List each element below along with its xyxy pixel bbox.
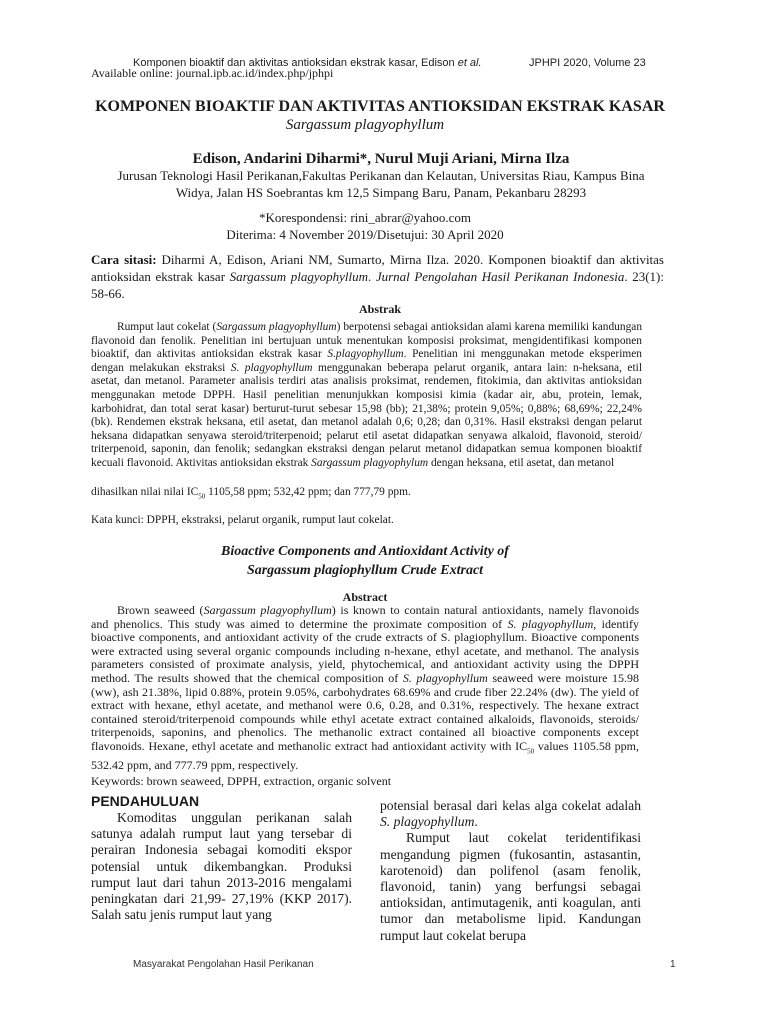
abstrak-text: dengan heksana, etil asetat, dan metanol xyxy=(428,456,615,469)
footer-society: Masyarakat Pengolahan Hasil Perikanan xyxy=(133,959,314,970)
abstrak-heading: Abstrak xyxy=(358,302,401,316)
abstrak-body xyxy=(91,321,642,471)
citation-sep: . xyxy=(368,269,376,284)
abstrak-text: menggunakan beberapa pelarut organik, antara lain: n-heksana, etil asetat, dan metanol. Parameter analisis terdiri atas analisis proksimat, rendemen, fitokimia, dan aktivitas antioksidan menggunakan metode DPPH. Hasil penelitian menunjukkan komposisi kimia (kadar air, abu, protein, lemak, karbohidrat, dan total serat kasar) berturut-turut sebesar 15,98 (bb); 21,38%; protein 9,05%; 0,88%; 68,69%; 22,24% (bk). Rendemen ekstrak heksana, etil asetat, dan metanol adalah 0,6; 0,28; dan 0,31%. Hasil ekstraksi dengan pelarut heksana didapatkan senyawa steroid/triterpenoid; pelarut etil asetat didapatkan senyawa alkaloid, flavonoid, steroid/ triterpenoid, saponin, dan fenolik; sedangkan ekstraksi dengan pelarut metanol didapatkan semua komponen bioaktif kecuali flavonoid. Aktivitas antioksidan ekstrak xyxy=(91,361,642,469)
abstrak-paragraph xyxy=(91,321,642,471)
abstract-paragraph xyxy=(91,604,639,773)
abstract-text: Brown seaweed ( xyxy=(117,603,204,617)
keywords: Keywords: brown seaweed, DPPH, extraction, organic solvent xyxy=(91,774,392,788)
abstract-species: S. plagyophyllum xyxy=(507,616,594,631)
left-column-paragraph: Komoditas unggulan perikanan salah satunya adalah rumput laut yang tersebar di perairan Indonesia sebagai komoditi ekspor potensial untuk dikembangkan. Produksi rumput laut dari tahun 2013-2016 mengalami peningkatan dari 21,99- 27,19% (KKP 2017). Salah satu jenis rumput laut yang xyxy=(91,810,352,923)
citation-text: Diharmi A, Edison, Ariani NM, Sumarto, Mirna Ilza. 2020. Komponen bioaktif dan aktivitas antioksidan ekstrak kasar xyxy=(91,252,664,284)
right-column xyxy=(380,798,641,944)
affiliation-line2: Widya, Jalan HS Soebrantas km 12,5 Simpang Baru, Panam, Pekanbaru 28293 xyxy=(175,185,587,200)
left-column xyxy=(91,810,352,923)
abstract-text: values 1105.58 ppm, 532.42 ppm, and 777.79 ppm, respectively. xyxy=(91,738,639,772)
abstract-text: , identify bioactive components, and antioxidant activity of the crude extracts of S. plagiophyllum. Bioactive components were extracted using several organic compounds including n-hexane, ethyl acetate, and methanol. The analysis parameters consisted of proximate analysis, yield, phytochemical, and antioxidant activity using the DPPH method. The results showed that the chemical composition of xyxy=(91,616,640,685)
abstract-body xyxy=(91,604,639,773)
authors: Edison, Andarini Diharmi*, Nurul Muji Ariani, Mirna Ilza xyxy=(192,151,570,167)
right-column-species: S. plagyophyllum xyxy=(380,814,475,830)
citation-species: Sargassum plagyophyllum xyxy=(229,269,368,284)
abstrak-text: . Penelitian ini menggunakan metode eksperimen dengan melakukan ekstraksi xyxy=(91,348,643,374)
running-header-right: JPHPI 2020, Volume 23 xyxy=(529,57,646,69)
abstract-species: S. plagyophyllum xyxy=(402,670,488,685)
abstrak-species: Sargassum plagyophylum xyxy=(311,456,429,469)
running-header-etal: et al. xyxy=(457,57,482,69)
citation xyxy=(91,251,664,302)
paper-title: KOMPONEN BIOAKTIF DAN AKTIVITAS ANTIOKSIDAN EKSTRAK KASAR xyxy=(95,98,665,115)
citation-label: Cara sitasi: xyxy=(91,252,157,267)
abstrak-species: Sargassum plagyophyllum xyxy=(216,321,337,333)
english-title-line1: Bioactive Components and Antioxidant Activity of xyxy=(221,544,509,559)
english-title xyxy=(0,542,730,580)
citation-journal: Jurnal Pengolahan Hasil Perikanan Indonesia xyxy=(375,269,625,284)
abstrak-text: dihasilkan nilai nilai IC xyxy=(91,486,199,498)
right-column-paragraph-1 xyxy=(380,798,641,830)
received-accepted-dates: Diterima: 4 November 2019/Disetujui: 30 April 2020 xyxy=(226,227,504,242)
right-column-text: potensial berasal dari kelas alga cokelat adalah xyxy=(380,798,641,813)
abstract-text: ) is known to contain natural antioxidants, namely flavonoids and phenolics. This study was aimed to determine the proximate composition of xyxy=(91,603,640,631)
affiliation xyxy=(90,167,672,201)
abstrak-ic50-line xyxy=(91,485,411,503)
abstract-text: seaweed were moisture 15.98 (ww), ash 21.38%, lipid 0.88%, protein 9.05%, carbohydrates 68.69% and crude fiber 22.24% (dw). The yield of extract with hexane, ethyl acetate, and methanol were 0.6, 0.28, and 0.31%, respectively. The hexane extract contained steroid/triterpenoid compounds while ethyl acetate extract contained alkaloids, flavonoids, steroids/ triterpenoids, saponins, and phenolics. The methanolic extract contained all bioactive components except flavonoids. Hexane, ethyl acetate and methanolic extract had antioxidant activity with IC xyxy=(91,670,640,753)
kata-kunci: Kata kunci: DPPH, ekstraksi, pelarut organik, rumput laut cokelat. xyxy=(91,514,394,526)
section-heading-pendahuluan: PENDAHULUAN xyxy=(91,793,200,809)
ic-subscript: 50 xyxy=(527,747,535,756)
page-footer xyxy=(133,958,693,970)
running-header xyxy=(133,55,646,69)
affiliation-line1: Jurusan Teknologi Hasil Perikanan,Fakultas Perikanan dan Kelautan, Universitas Riau, Kampus Bina xyxy=(117,168,645,183)
abstrak-species: S. plagyophyllum xyxy=(230,361,313,374)
available-online: Available online: journal.ipb.ac.id/index.php/jphpi xyxy=(91,66,334,80)
correspondence: *Korespondensi: rini_abrar@yahoo.com xyxy=(259,210,471,225)
abstrak-text: 1105,58 ppm; 532,42 ppm; dan 777,79 ppm. xyxy=(205,486,411,498)
paper-subtitle: Sargassum plagyophyllum xyxy=(285,117,445,133)
citation-volume: . 23(1): 58-66. xyxy=(91,269,665,301)
page-number: 1 xyxy=(670,959,676,970)
abstract-species: Sargassum plagyophyllum xyxy=(203,603,332,617)
running-header-text: Komponen bioaktif dan aktivitas antioksidan ekstrak kasar, Edison xyxy=(133,57,455,69)
english-title-line2: Sargassum plagiophyllum Crude Extract xyxy=(246,563,484,578)
ic-subscript: 50 xyxy=(198,492,206,501)
abstrak-text: ) berpotensi sebagai antioksidan alami karena memiliki kandungan flavonoid dan fenolik. Penelitian ini bertujuan untuk menentukan komposisi proksimat, mengidentifikasi komponen bioaktif, dan aktivitas antioksidan ekstrak kasar xyxy=(91,321,643,361)
right-column-paragraph-2: Rumput laut cokelat teridentifikasi mengandung pigmen (fukosantin, astasantin, karotenoid) dan polifenol (asam fenolik, flavonoid, tanin) yang berfungsi sebagai antioksidan, antimutagenik, anti koagulan, anti tumor dan metabolisme lipid. Kandungan rumput laut cokelat berupa xyxy=(380,830,641,943)
right-column-text: . xyxy=(474,814,478,830)
abstract-heading: Abstract xyxy=(342,590,388,604)
abstrak-text: Rumput laut cokelat ( xyxy=(117,321,217,333)
abstrak-species: S.plagyophyllum xyxy=(327,348,404,361)
